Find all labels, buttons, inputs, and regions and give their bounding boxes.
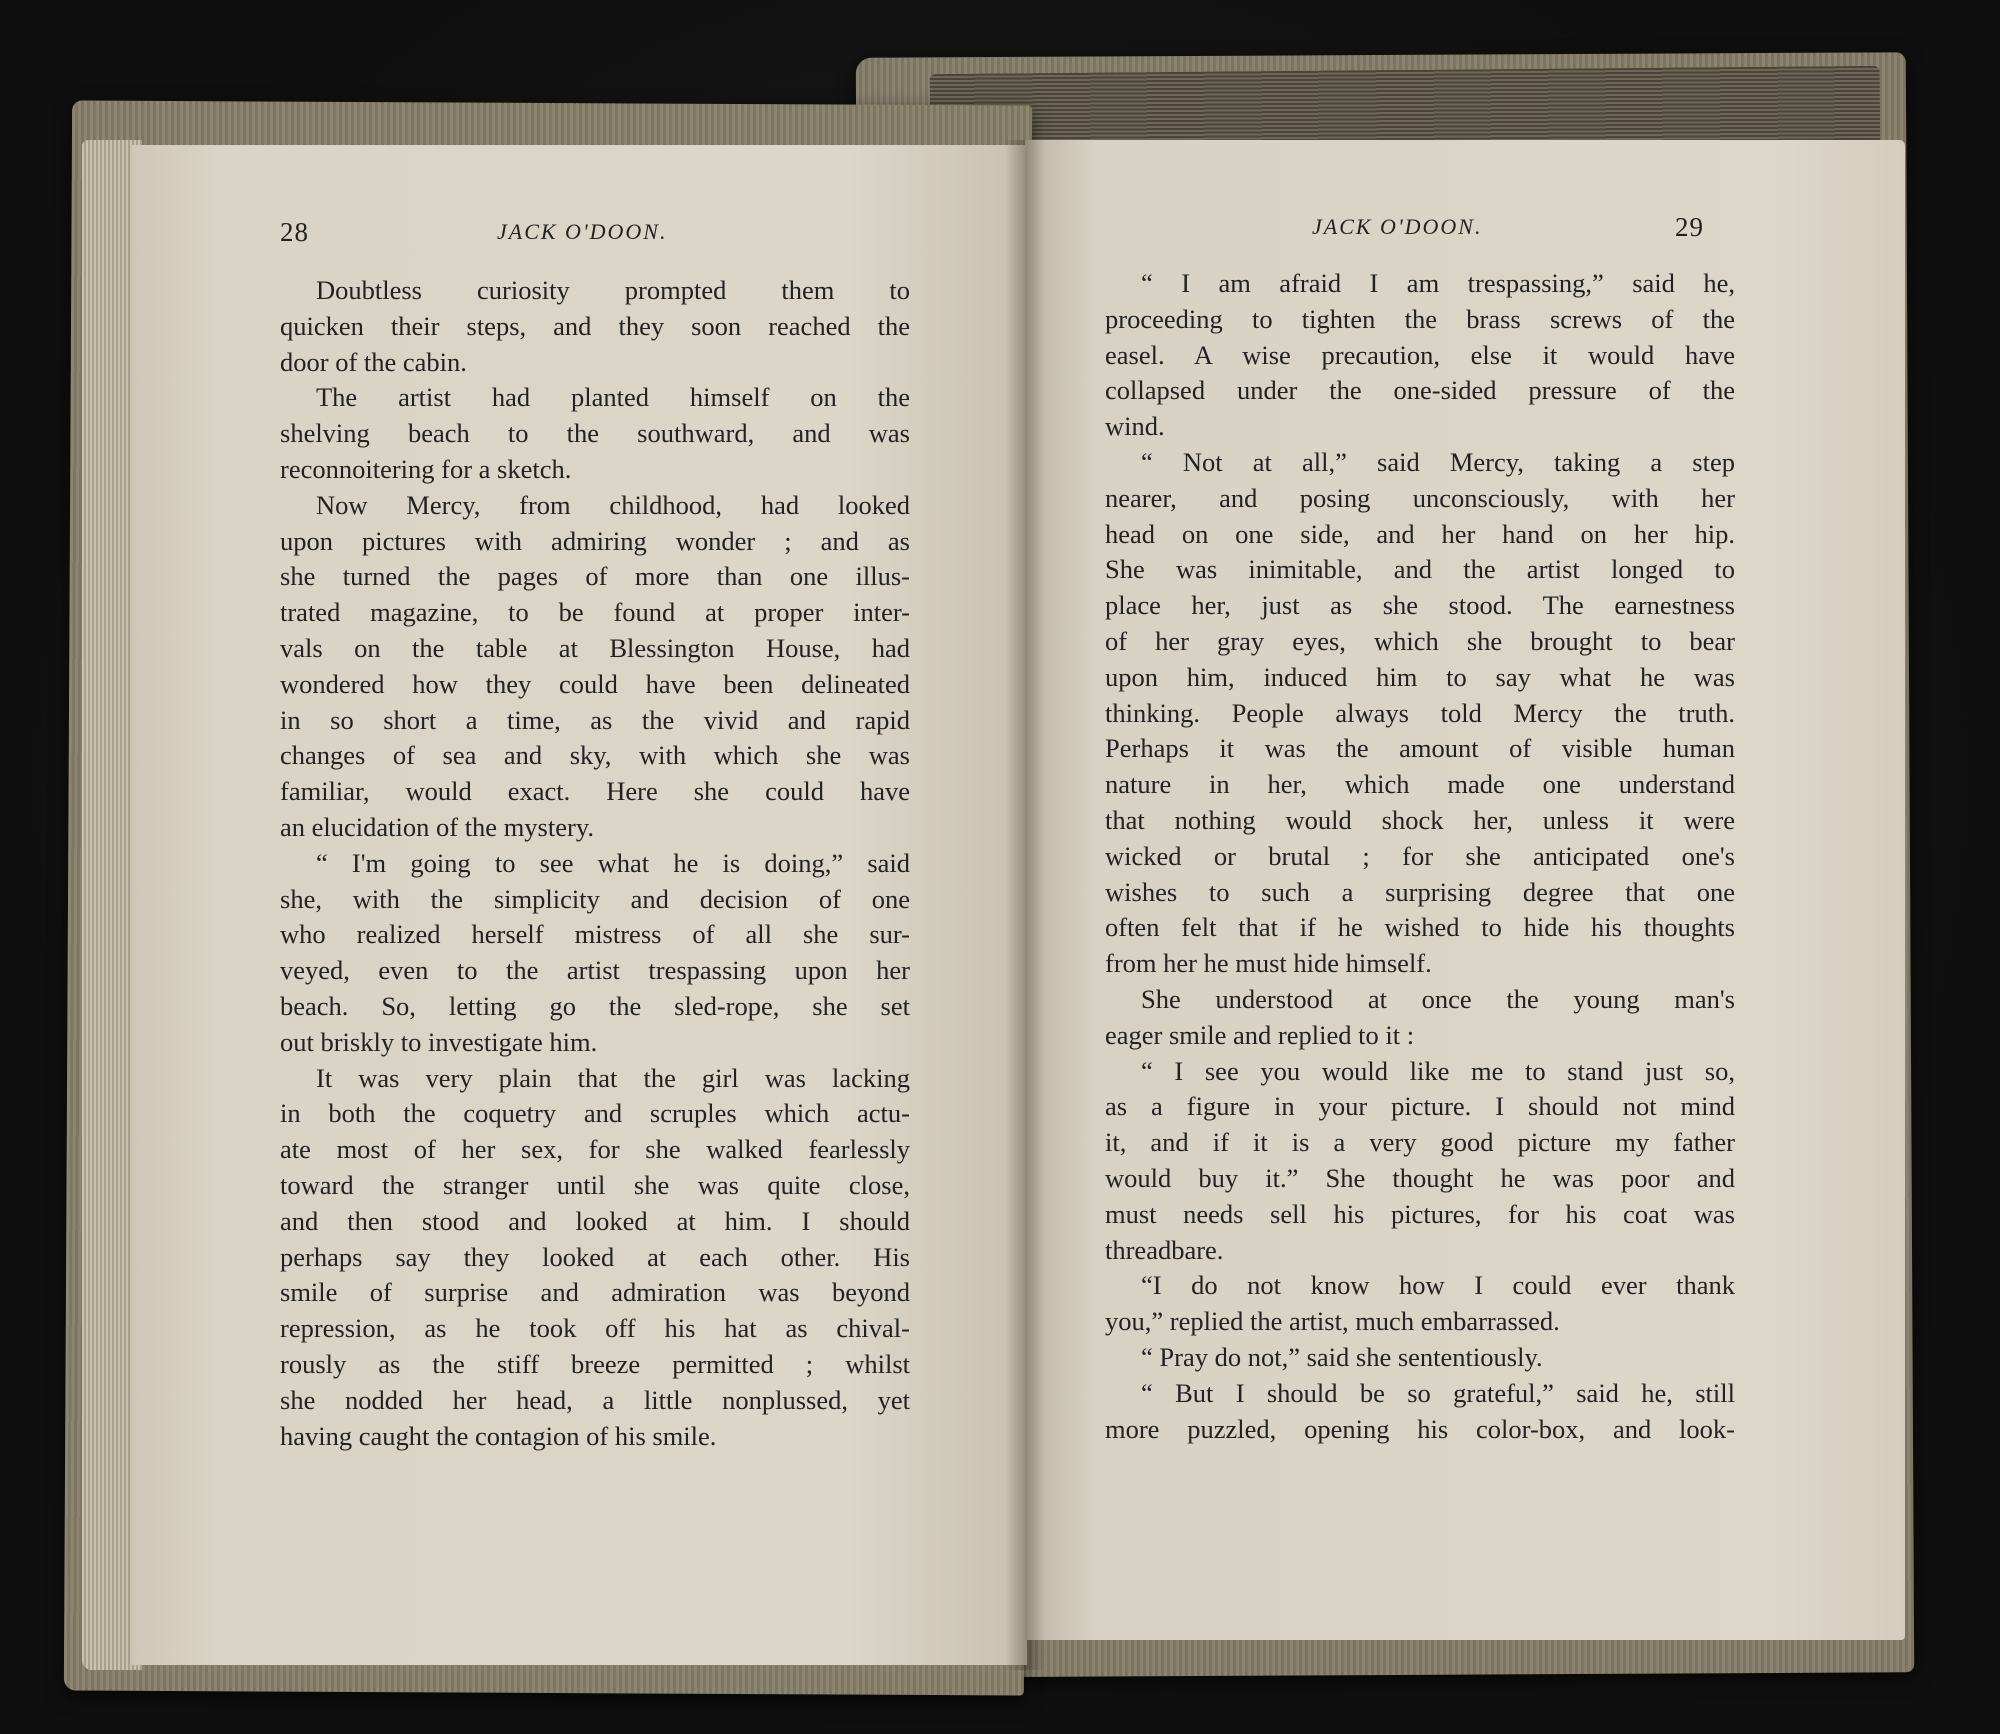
text-line: collapsed under the one-sided pressure of the	[1105, 375, 1735, 406]
text-line: door of the cabin.	[280, 346, 467, 377]
text-line: you,” replied the artist, much embarrassed.	[1105, 1306, 1560, 1337]
text-line: in so short a time, as the vivid and rapid	[280, 704, 910, 735]
left-page	[132, 145, 1027, 1665]
text-line: familiar, would exact. Here she could have	[280, 776, 910, 807]
right-page-header	[1025, 212, 1905, 252]
text-line: an elucidation of the mystery.	[280, 811, 594, 842]
text-line: “ I am afraid I am trespassing,” said he,	[1141, 268, 1735, 298]
left-page-text	[280, 273, 910, 1454]
text-line: nearer, and posing unconsciously, with her	[1105, 482, 1735, 513]
text-line: proceeding to tighten the brass screws of the	[1105, 303, 1735, 334]
text-line: often felt that if he wished to hide his thoughts	[1105, 912, 1735, 943]
text-line: Doubtless curiosity prompted them to	[316, 275, 910, 305]
book-gutter	[1005, 140, 1045, 1670]
text-line: Perhaps it was the amount of visible human	[1105, 733, 1735, 764]
text-line: “ I'm going to see what he is doing,” said	[316, 847, 910, 878]
text-line: The artist had planted himself on the	[316, 382, 910, 413]
text-line: “ I see you would like me to stand just so,	[1141, 1055, 1735, 1086]
text-line: “ Not at all,” said Mercy, taking a step	[1141, 446, 1735, 477]
text-line: wishes to such a surprising degree that one	[1105, 876, 1735, 907]
text-line: veyed, even to the artist trespassing upon her	[280, 955, 910, 986]
text-line: perhaps say they looked at each other. His	[280, 1241, 910, 1272]
text-line: ate most of her sex, for she walked fearlessly	[280, 1134, 910, 1165]
text-line: head on one side, and her hand on her hip.	[1105, 518, 1735, 549]
text-line: of her gray eyes, which she brought to bear	[1105, 625, 1735, 656]
running-head: JACK O'DOON.	[1312, 214, 1483, 239]
text-line: in both the coquetry and scruples which actu-	[280, 1098, 910, 1129]
text-line: eager smile and replied to it :	[1105, 1019, 1415, 1050]
text-line: that nothing would shock her, unless it were	[1105, 804, 1735, 835]
text-line: easel. A wise precaution, else it would have	[1105, 339, 1735, 370]
text-line: Now Mercy, from childhood, had looked	[316, 489, 910, 520]
text-line: from her he must hide himself.	[1105, 948, 1432, 979]
page-number: 29	[1675, 212, 1704, 242]
text-line: she nodded her head, a little nonplussed, yet	[280, 1384, 910, 1415]
text-line: upon him, induced him to say what he was	[1105, 661, 1735, 692]
right-page-text	[1105, 266, 1735, 1447]
running-head: JACK O'DOON.	[497, 219, 668, 244]
text-line: She was inimitable, and the artist longed to	[1105, 554, 1735, 585]
text-line: as a figure in your picture. I should not mind	[1105, 1091, 1735, 1122]
text-line: wondered how they could have been delineated	[280, 668, 910, 699]
text-line: thinking. People always told Mercy the truth.	[1105, 697, 1735, 728]
left-page-header	[132, 217, 1027, 257]
text-line: nature in her, which made one understand	[1105, 769, 1735, 800]
right-page	[1025, 140, 1905, 1640]
text-line: out briskly to investigate him.	[280, 1026, 598, 1057]
text-line: “I do not know how I could ever thank	[1141, 1270, 1735, 1301]
text-line: “ But I should be so grateful,” said he, still	[1141, 1377, 1735, 1408]
page-number: 28	[280, 217, 309, 247]
text-line: beach. So, letting go the sled-rope, she set	[280, 990, 910, 1021]
text-line: smile of surprise and admiration was beyond	[280, 1277, 910, 1308]
text-line: toward the stranger until she was quite close,	[280, 1169, 910, 1200]
text-line: more puzzled, opening his color-box, and look-	[1105, 1413, 1735, 1444]
text-line: threadbare.	[1105, 1234, 1224, 1265]
text-line: shelving beach to the southward, and was	[280, 418, 910, 449]
text-line: she, with the simplicity and decision of one	[280, 883, 910, 914]
text-line: wind.	[1105, 411, 1165, 442]
text-line: having caught the contagion of his smile.	[280, 1420, 717, 1451]
text-line: changes of sea and sky, with which she was	[280, 740, 910, 771]
text-line: it, and if it is a very good picture my father	[1105, 1127, 1735, 1158]
text-line: “ Pray do not,” said she sententiously.	[1141, 1341, 1543, 1372]
text-line: rously as the stiff breeze permitted ; whilst	[280, 1348, 910, 1379]
text-line: repression, as he took off his hat as chival-	[280, 1313, 910, 1344]
text-line: and then stood and looked at him. I should	[280, 1205, 910, 1236]
text-line: She understood at once the young man's	[1141, 983, 1735, 1014]
text-line: place her, just as she stood. The earnestness	[1105, 590, 1735, 621]
text-line: who realized herself mistress of all she sur-	[280, 919, 910, 950]
text-line: wicked or brutal ; for she anticipated one's	[1105, 840, 1735, 871]
text-line: she turned the pages of more than one illus-	[280, 561, 910, 592]
text-line: must needs sell his pictures, for his coat was	[1105, 1198, 1735, 1229]
text-line: It was very plain that the girl was lacking	[316, 1062, 910, 1093]
text-line: trated magazine, to be found at proper inter-	[280, 597, 910, 628]
text-line: reconnoitering for a sketch.	[280, 453, 572, 484]
text-line: upon pictures with admiring wonder ; and as	[280, 525, 910, 556]
text-line: would buy it.” She thought he was poor and	[1105, 1162, 1735, 1193]
text-line: vals on the table at Blessington House, had	[280, 632, 910, 663]
text-line: quicken their steps, and they soon reached the	[280, 310, 910, 341]
